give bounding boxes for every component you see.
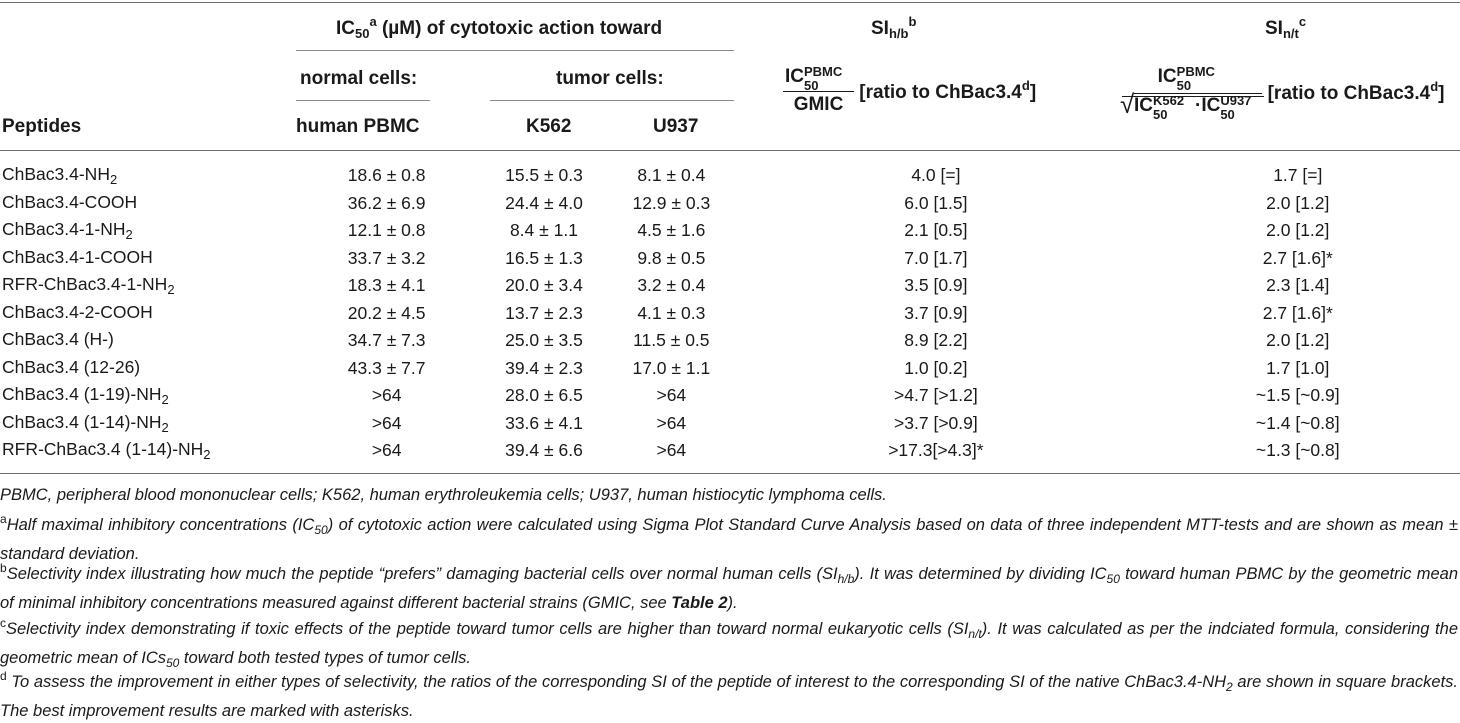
footnote-c: $^c$Selectivity index demonstrating if toxic effects of the peptide toward tumor cells are higher than toward normal eukaryotic cells $(SI_{n/t})$. It was calculated as per the indciated formula, considering the geometric mean of ICs$_{50}$ toward both tested types of tumor cells. [0, 616, 1458, 670]
footnote-abbreviations: PBMC, peripheral blood mononuclear cells; K562, human erythroleukemia cells; U937, human histiocytic lymphoma cells. [0, 486, 887, 504]
pbmc-value: 20.2 ± 4.5 [347, 302, 426, 323]
sihb-value: 8.9 [2.2] [904, 330, 968, 351]
footnote-a: $^a$Half maximal inhibitory concentrations $(IC_{50})$ of cytotoxic action were calculated using Sigma Plot Standard Curve Analysis based on data of three independent MTT-tests and are shown as mean ± standard deviation. [0, 512, 1458, 563]
sihb-value: 2.1 [0.5] [904, 220, 968, 241]
sint-value: 2.0 [1.2] [1266, 192, 1330, 213]
table-row [0, 300, 1460, 328]
u937-value: 4.1 ± 0.3 [637, 302, 706, 323]
sint-value: ~1.5 [~0.9] [1255, 385, 1340, 406]
table-row [0, 162, 1460, 190]
peptides-col-header: Peptides [2, 116, 82, 137]
u937-value: 9.8 ± 0.5 [637, 247, 706, 268]
peptide-name: $ChBac3.4-1-NH_2$ [2, 219, 133, 243]
u937-col-header: U937 [653, 116, 699, 137]
sihb-formula: IC PBMC 50 GMIC [ratio to ChBac3.4$^d$] [785, 64, 1037, 115]
k562-value: 16.5 ± 1.3 [505, 247, 583, 268]
table-row [0, 382, 1460, 410]
k562-value: 28.0 ± 6.5 [505, 385, 583, 406]
peptide-name: ChBac3.4 $(1-19)-NH_2$ [2, 384, 169, 408]
u937-value: 8.1 ± 0.4 [637, 165, 706, 186]
footnote-b: $^b$Selectivity index illustrating how much the peptide “prefers” damaging bacterial cells over normal human cells $(SI_{h/b})$. It was determined by dividing $IC_{50}$ toward human PBMC by the geometric mean of minimal inhibitory concentrations measured against different bacterial strains (GMIC, see Table 2). [0, 561, 1458, 612]
peptide-name: ChBac3.4 $(1-14)-NH_2$ [2, 411, 169, 435]
u937-value: >64 [656, 440, 687, 461]
human-pbmc-col-header: human PBMC [296, 116, 420, 137]
table-bottom-rule [0, 473, 1460, 474]
sihb-value: 6.0 [1.5] [904, 192, 968, 213]
sint-value: 1.7 [1.0] [1266, 357, 1330, 378]
table-row [0, 272, 1460, 300]
sihb-value: >17.3[>4.3]* [888, 440, 984, 461]
peptide-name: ChBac3.4-COOH [2, 191, 138, 212]
sihb-value: 7.0 [1.7] [904, 247, 968, 268]
u937-value: 17.0 ± 1.1 [632, 357, 711, 378]
table-row [0, 355, 1460, 383]
peptide-name: $ChBac3.4-NH_2$ [2, 164, 118, 188]
u937-value: 12.9 ± 0.3 [632, 192, 711, 213]
u937-value: 4.5 ± 1.6 [637, 220, 706, 241]
sihb-value: 4.0 [=] [911, 165, 961, 186]
peptide-name: ChBac3.4 (H-) [2, 329, 114, 350]
table-row [0, 217, 1460, 245]
sihb-header: $SI_{h/b}^b$ [871, 14, 917, 41]
k562-value: 25.0 ± 3.5 [505, 330, 583, 351]
k562-value: 20.0 ± 3.4 [505, 275, 583, 296]
sihb-fraction: IC PBMC 50 GMIC [783, 66, 854, 116]
pbmc-value: 34.7 ± 7.3 [347, 330, 426, 351]
sihb-value: 3.5 [0.9] [904, 275, 968, 296]
table-2-reference[interactable]: Table 2 [671, 594, 728, 612]
footnote-d: $^d$ To assess the improvement in either types of selectivity, the ratios of the corresponding SI of the peptide of interest to the corresponding SI of the native $ChBac3.4-NH_2$ are shown in square brackets. The best improvement results are marked with asterisks. [0, 669, 1458, 720]
pbmc-value: >64 [371, 412, 402, 433]
peptide-name: ChBac3.4-1-COOH [2, 246, 153, 267]
table-row [0, 327, 1460, 355]
sihb-value: >4.7 [>1.2] [894, 385, 978, 406]
normal-cells-label: normal cells: [300, 68, 418, 89]
pbmc-value: 18.3 ± 4.1 [347, 275, 426, 296]
table-row [0, 437, 1460, 465]
sint-value: 2.0 [1.2] [1266, 330, 1330, 351]
tumor-cells-label: tumor cells: [556, 68, 664, 89]
sihb-value: 3.7 [0.9] [904, 302, 968, 323]
pbmc-value: 36.2 ± 6.9 [347, 192, 426, 213]
peptide-name: RFR-ChBac3.4 $(1-14)-NH_2$ [2, 439, 211, 463]
k562-value: 13.7 ± 2.3 [505, 302, 583, 323]
sint-header: $SI_{n/t}^c$ [1265, 14, 1307, 41]
k562-value: 39.4 ± 2.3 [505, 357, 583, 378]
peptide-name: RFR-$ChBac3.4-1-NH_2$ [2, 274, 175, 298]
pbmc-value: 33.7 ± 3.2 [347, 247, 426, 268]
sint-value: 2.0 [1.2] [1266, 220, 1330, 241]
sint-fraction: IC PBMC 50 √ IC K562 50 ·IC U937 50 [1120, 66, 1262, 117]
sint-value: ~1.4 [~0.8] [1255, 412, 1340, 433]
pbmc-value: 12.1 ± 0.8 [347, 220, 426, 241]
pbmc-value: >64 [371, 440, 402, 461]
pbmc-value: 18.6 ± 0.8 [347, 165, 426, 186]
sihb-value: >3.7 [>0.9] [894, 412, 978, 433]
k562-value: 24.4 ± 4.0 [505, 192, 583, 213]
pbmc-value: >64 [371, 385, 402, 406]
tumor-cells-rule [490, 100, 734, 101]
sqrt-symbol: √ IC K562 50 ·IC U937 50 [1120, 93, 1262, 117]
sint-fraction-bar [1122, 96, 1264, 97]
k562-col-header: K562 [526, 116, 572, 137]
u937-value: >64 [656, 412, 687, 433]
peptide-name: ChBac3.4-2-COOH [2, 301, 153, 322]
peptide-name: ChBac3.4 (12-26) [2, 356, 141, 377]
sint-value: 1.7 [=] [1273, 165, 1323, 186]
table-top-rule [0, 2, 1460, 3]
k562-value: 8.4 ± 1.1 [509, 220, 578, 241]
u937-value: 11.5 ± 0.5 [633, 330, 710, 351]
normal-cells-rule [296, 100, 430, 101]
k562-value: 15.5 ± 0.3 [505, 165, 583, 186]
u937-value: >64 [656, 385, 687, 406]
table-row [0, 410, 1460, 438]
ic50-group-rule [296, 50, 734, 51]
ic50-group-header: $IC_{50}^a$ (µM) of cytotoxic action toward [336, 14, 663, 41]
sint-value: 2.7 [1.6]* [1262, 247, 1333, 268]
header-bottom-rule [0, 150, 1460, 151]
table-row [0, 245, 1460, 273]
pbmc-value: 43.3 ± 7.7 [347, 357, 426, 378]
sint-value: 2.3 [1.4] [1266, 275, 1330, 296]
sint-formula: IC PBMC 50 √ IC K562 50 ·IC U937 50 [ratio to ChBac3.4$^d$] [1120, 64, 1445, 122]
sint-value: ~1.3 [~0.8] [1255, 440, 1340, 461]
data-table [0, 162, 1460, 465]
k562-value: 39.4 ± 6.6 [505, 440, 583, 461]
sihb-value: 1.0 [0.2] [904, 357, 968, 378]
u937-value: 3.2 ± 0.4 [637, 275, 706, 296]
k562-value: 33.6 ± 4.1 [505, 412, 583, 433]
sint-value: 2.7 [1.6]* [1262, 302, 1333, 323]
table-row [0, 190, 1460, 218]
